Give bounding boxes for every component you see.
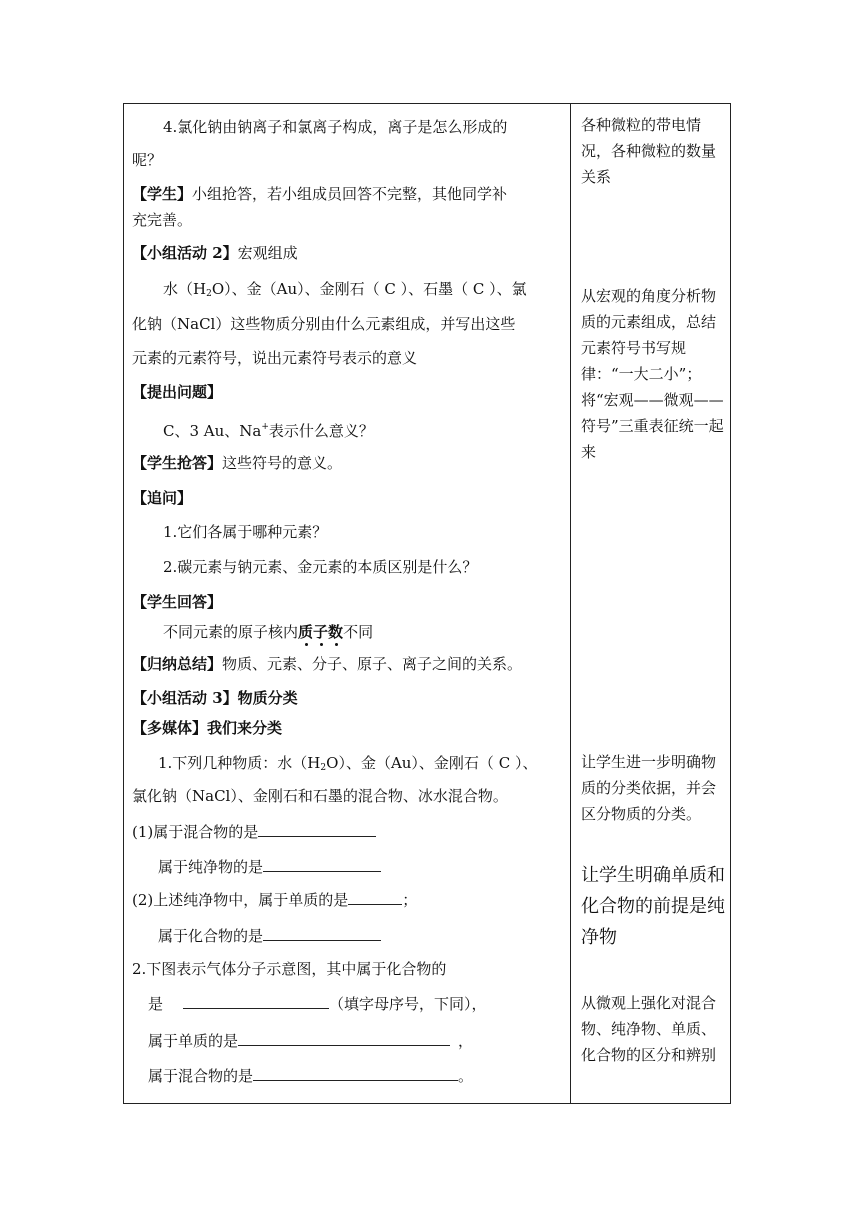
- question-4: 4.氯化钠由钠离子和氯离子构成，离子是怎么形成的: [163, 118, 508, 136]
- exercise-1-q2b: [158, 926, 381, 946]
- subscript-2: 2: [206, 289, 212, 299]
- student-rush-answer: [132, 453, 342, 473]
- compound-blank[interactable]: [263, 926, 381, 941]
- summary-tag: 【归纳总结】: [132, 655, 223, 673]
- macro-line-1: [163, 279, 527, 304]
- follow-up-heading: 【追问】: [132, 489, 193, 507]
- summary-text: 物质、元素、分子、原子、离子之间的关系。: [222, 655, 523, 673]
- symbols-question-a: C、3 Au、Na: [163, 422, 262, 440]
- exercise-1-line-1: [158, 753, 537, 778]
- question-4-cont: 呢？: [132, 151, 163, 169]
- student-tag: 【学生】: [132, 185, 193, 203]
- multimedia-heading: 【多媒体】我们来分类: [132, 719, 283, 737]
- emphasis-char-1: 质: [298, 623, 314, 641]
- follow-up-2: 2.碳元素与钠元素、金元素的本质区别是什么？: [163, 558, 478, 576]
- compound-answer-blank[interactable]: [183, 994, 329, 1009]
- macro-line-2: 化钠（NaCl）这些物质分别由什么元素组成，并写出这些: [132, 315, 516, 333]
- raise-question-heading: 【提出问题】: [132, 383, 223, 401]
- exercise-2-compound: [148, 994, 487, 1014]
- exercise-1-q2-end: ；: [402, 891, 418, 909]
- emphasis-char-2: 子: [313, 623, 329, 641]
- summary-line: [132, 654, 522, 674]
- pure-substance-blank[interactable]: [263, 857, 381, 872]
- note-classification: 让学生进一步明确物质的分类依据，并会区分物质的分类。: [581, 753, 717, 823]
- exercise-2-compound-label: 是: [148, 995, 164, 1013]
- macro-line-1-b: O）、金（Au）、金刚石（ C ）、石墨（ C ）、氯: [211, 280, 527, 298]
- student-line-cont: 充完善。: [132, 211, 193, 229]
- student-rush-answer-tag: 【学生抢答】: [132, 454, 223, 472]
- note-micro-distinction: 从微观上强化对混合物、纯净物、单质、化合物的区分和辨别: [581, 994, 717, 1064]
- exercise-1-q2b-label: 属于化合物的是: [158, 927, 264, 945]
- exercise-2-element-label: 属于单质的是: [148, 1032, 239, 1050]
- exercise-2-mixture-label: 属于混合物的是: [148, 1067, 254, 1085]
- exercise-2-element: [148, 1031, 473, 1051]
- group-activity-2-tag: 【小组活动 2】: [132, 244, 238, 262]
- answer-b: 不同: [343, 623, 374, 641]
- exercise-1-line-2: 氯化钠（NaCl）、金刚石和石墨的混合物、冰水混合物。: [132, 787, 508, 805]
- subscript-2b: 2: [320, 763, 327, 773]
- macro-line-1-a: 水（H: [163, 280, 207, 298]
- symbols-question: [163, 417, 374, 441]
- superscript-plus: +: [261, 422, 269, 432]
- exercise-2-element-end: ，: [458, 1032, 474, 1050]
- group-activity-2: [132, 243, 298, 263]
- mixture-blank[interactable]: [258, 822, 376, 837]
- student-line: [132, 184, 507, 204]
- exercise-1-q2: [132, 890, 417, 910]
- student-answer-heading: 【学生回答】: [132, 593, 223, 611]
- student-answer-text: [163, 622, 373, 642]
- group-activity-3: 【小组活动 3】物质分类: [132, 689, 298, 707]
- student-rush-answer-text: 这些符号的意义。: [222, 454, 343, 472]
- student-text: 小组抢答，若小组成员回答不完整，其他同学补: [192, 185, 508, 203]
- element-blank[interactable]: [348, 890, 402, 905]
- note-macro-composition: 从宏观的角度分析物质的元素组成，总结元素符号书写规律：“一大二小”；将“宏观——微观——符号”三重表征统一起来: [581, 287, 724, 461]
- exercise-1-q1-label: (1)属于混合物的是: [132, 823, 259, 841]
- emphasis-char-3: 数: [328, 623, 344, 641]
- element-answer-blank[interactable]: [238, 1031, 450, 1046]
- note-pure-substance: 让学生明确单质和化合物的前提是纯净物: [581, 865, 725, 948]
- answer-a: 不同元素的原子核内: [163, 623, 299, 641]
- macro-line-3: 元素的元素符号，说出元素符号表示的意义: [132, 349, 418, 367]
- note-particle-charge: 各种微粒的带电情况，各种微粒的数量关系: [581, 116, 717, 186]
- exercise-2-mixture-end: 。: [458, 1067, 474, 1085]
- column-divider: [570, 103, 571, 1104]
- group-activity-2-title: 宏观组成: [237, 244, 298, 262]
- exercise-1-q2-label: (2)上述纯净物中，属于单质的是: [132, 891, 349, 909]
- exercise-1-q1b-label: 属于纯净物的是: [158, 858, 264, 876]
- exercise-2-mixture: [148, 1066, 473, 1086]
- exercise-1-q1: [132, 822, 376, 842]
- exercise-2-compound-note: （填字母序号，下同），: [329, 995, 487, 1013]
- follow-up-1: 1.它们各属于哪种元素？: [163, 523, 328, 541]
- symbols-question-b: 表示什么意义？: [268, 422, 374, 440]
- exercise-1-a: 1.下列几种物质：水（H: [158, 754, 321, 772]
- exercise-2-line-1: 2.下图表示气体分子示意图，其中属于化合物的: [132, 960, 447, 978]
- exercise-1-q1b: [158, 857, 381, 877]
- exercise-1-b: O）、金（Au）、金刚石（ C ）、: [326, 754, 538, 772]
- mixture-answer-blank[interactable]: [253, 1066, 458, 1081]
